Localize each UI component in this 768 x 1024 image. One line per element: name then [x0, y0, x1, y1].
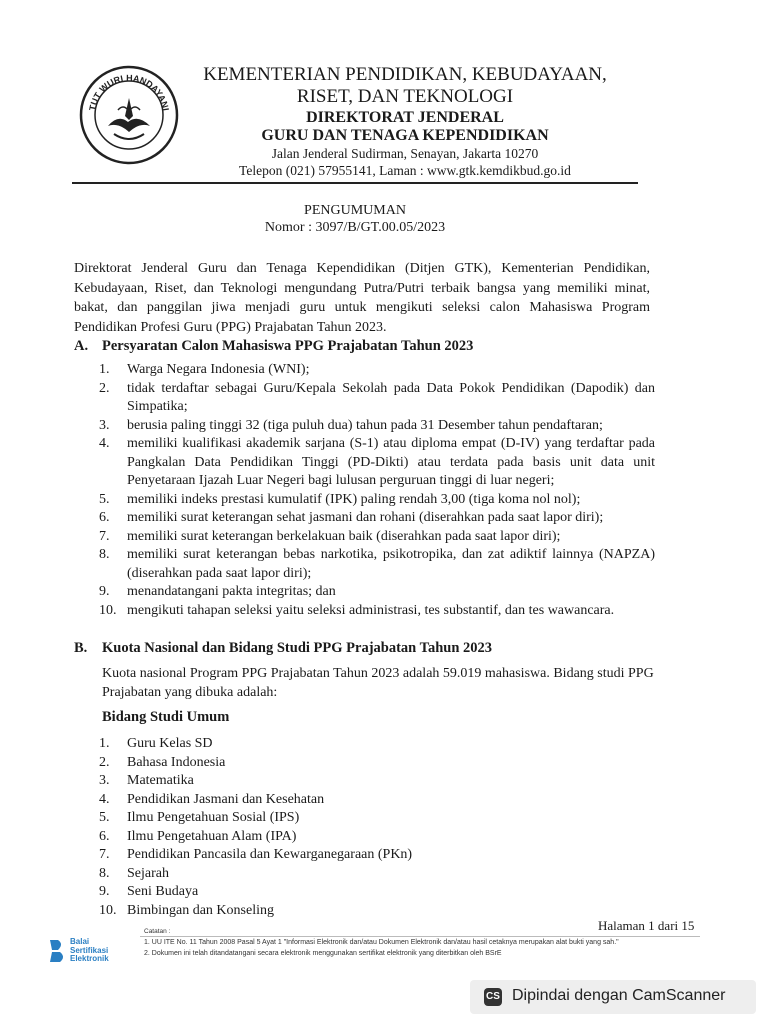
address: Jalan Jenderal Sudirman, Senayan, Jakarta 10270: [271, 146, 539, 161]
list-item: 10. mengikuti tahapan seleksi yaitu seleksi administrasi, tes substantif, dan tes wawancara.: [99, 602, 615, 618]
quota-paragraph: Kuota nasional Program PPG Prajabatan Tahun 2023 adalah 59.019 mahasiswa. Bidang studi PPG Prajabatan yang dibuka adalah:: [102, 666, 654, 700]
tut-wuri-handayani-logo: [78, 64, 180, 166]
list-item: 1. Warga Negara Indonesia (WNI);: [99, 362, 310, 377]
ministry-name-line2: RISET, DAN TEKNOLOGI: [296, 86, 514, 107]
page-number: Halaman 1 dari 15: [598, 918, 695, 933]
header-divider: [72, 182, 638, 184]
camscanner-icon: CS: [484, 988, 502, 1006]
requirements-list: [99, 361, 655, 620]
section-a-title: Persyaratan Calon Mahasiswa PPG Prajabatan Tahun 2023: [102, 338, 474, 354]
subheading-bidang-studi-umum: Bidang Studi Umum: [102, 709, 230, 725]
list-item: 8. Sejarah: [99, 865, 169, 881]
list-item: 3. Matematika: [99, 773, 194, 788]
bsre-logo: [48, 936, 124, 966]
camscanner-watermark: [470, 980, 756, 1014]
list-item: 2. Bahasa Indonesia: [99, 754, 226, 770]
section-a-letter: A.: [74, 338, 89, 354]
list-item: 6. memiliki surat keterangan sehat jasmani dan rohani (diserahkan pada saat lapor diri);: [99, 510, 604, 525]
footer-catatan: Catatan :: [144, 928, 171, 935]
announcement-title: PENGUMUMAN: [304, 203, 406, 218]
section-b-letter: B.: [74, 640, 88, 656]
list-item: 7. Pendidikan Pancasila dan Kewarganegaraan (PKn): [99, 847, 413, 862]
ministry-name-line1: KEMENTERIAN PENDIDIKAN, KEBUDAYAAN,: [203, 64, 607, 85]
camscanner-text: Dipindai dengan CamScanner: [512, 987, 726, 1004]
footer-note-1: 1. UU ITE No. 11 Tahun 2008 Pasal 5 Ayat 1 "Informasi Elektronik dan/atau Dokumen Elektronik dan/atau hasil cetaknya merupakan alat bukti yang sah.": [144, 939, 619, 946]
list-item: 8. memiliki surat keterangan bebas narkotika, psikotropika, dan zat adiktif lainnya (NAPZA) (diserahkan pada saat lapor diri);: [99, 547, 655, 581]
list-item: 5. memiliki indeks prestasi kumulatif (IPK) paling rendah 3,00 (tiga koma nol nol);: [99, 491, 581, 507]
svg-text:TUT WURI HANDAYANI: TUT WURI HANDAYANI: [87, 72, 171, 112]
list-item: 4. memiliki kualifikasi akademik sarjana (S-1) atau diploma empat (D-IV) yang terdaftar pada Pangkalan Data Pendidikan Tinggi (PD-Dikti) atau terdata pada basis unit data unit Penyetaraan Ijazah Luar Negeri bagi lulusan perguruan tinggi di luar negeri;: [99, 436, 655, 488]
list-item: 7. memiliki surat keterangan berkelakuan baik (diserahkan pada saat lapor diri);: [99, 528, 561, 544]
intro-paragraph: Direktorat Jenderal Guru dan Tenaga Kependidikan (Ditjen GTK), Kementerian Pendidikan, Kebudayaan, Riset, dan Teknologi mengundang Putra/Putri terbaik bangsa yang memiliki minat, bakat, dan panggilan jiwa menjadi guru untuk mengikuti seleksi calon Mahasiswa Program Pendidikan Profesi Guru (PPG) Prajabatan Tahun 2023.: [74, 261, 650, 335]
bsre-mark-icon: [48, 936, 68, 966]
list-item: 3. berusia paling tinggi 32 (tiga puluh dua) tahun pada 31 Desember tahun pendaftaran;: [99, 417, 603, 433]
contact-info: Telepon (021) 57955141, Laman : www.gtk.kemdikbud.go.id: [239, 163, 571, 178]
study-fields-list: [99, 735, 655, 920]
announcement-number: Nomor : 3097/B/GT.00.05/2023: [264, 220, 446, 235]
bsre-text: Balai Sertifikasi Elektronik: [70, 937, 109, 963]
list-item: 5. Ilmu Pengetahuan Sosial (IPS): [99, 810, 300, 825]
list-item: 9. menandatangani pakta integritas; dan: [99, 584, 336, 599]
list-item: 1. Guru Kelas SD: [99, 736, 213, 751]
list-item: 2. tidak terdaftar sebagai Guru/Kepala Sekolah pada Data Pokok Pendidikan (Dapodik) dan Simpatika;: [99, 380, 655, 414]
list-item: 4. Pendidikan Jasmani dan Kesehatan: [99, 791, 325, 807]
list-item: 6. Ilmu Pengetahuan Alam (IPA): [99, 828, 297, 844]
directorate-line1: DIREKTORAT JENDERAL: [306, 109, 504, 126]
list-item: 10. Bimbingan dan Konseling: [99, 902, 274, 918]
footer-divider: [140, 936, 700, 937]
section-b-title: Kuota Nasional dan Bidang Studi PPG Prajabatan Tahun 2023: [102, 640, 493, 656]
list-item: 9. Seni Budaya: [99, 884, 199, 899]
footer-note-2: 2. Dokumen ini telah ditandatangani secara elektronik menggunakan sertifikat elektronik yang diterbitkan oleh BSrE: [144, 950, 502, 957]
directorate-line2: GURU DAN TENAGA KEPENDIDIKAN: [261, 127, 549, 144]
